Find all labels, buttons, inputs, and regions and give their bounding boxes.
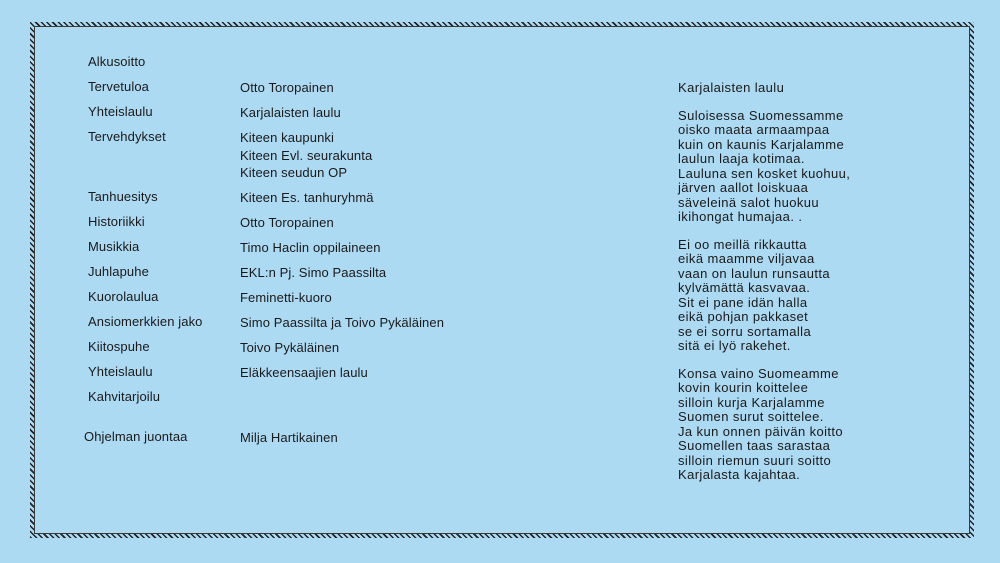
- program-item-performer: Otto Toropainen: [240, 215, 334, 230]
- program-item-label: Yhteislaulu: [88, 104, 153, 119]
- lyric-line: Lauluna sen kosket kuohuu,: [678, 165, 851, 181]
- program-item-label: Kahvitarjoilu: [88, 389, 161, 404]
- program-item-label: Ohjelman juontaa: [84, 429, 188, 444]
- stanza: [678, 238, 850, 354]
- program-item-performer: Otto Toropainen: [240, 80, 334, 95]
- lyric-line: laulun laaja kotimaa.: [678, 151, 805, 166]
- stanza: [678, 367, 850, 483]
- program-item-label: Tervetuloa: [88, 79, 149, 94]
- program-item-label: Historiikki: [88, 214, 145, 229]
- program-item-label: Ansiomerkkien jako: [88, 314, 203, 329]
- lyric-line: kovin kourin koittelee: [678, 380, 809, 395]
- lyric-line: eikä maamme viljavaa: [678, 251, 815, 266]
- program-item-performer: EKL:n Pj. Simo Paassilta: [240, 265, 387, 280]
- lyric-line: silloin riemun suuri soitto: [678, 452, 832, 468]
- lyric-line: säveleinä salot huokuu: [678, 194, 820, 210]
- program-item-label: Kiitospuhe: [88, 339, 150, 354]
- program-item-performer: Simo Paassilta ja Toivo Pykäläinen: [240, 315, 445, 330]
- lyric-line: kuin on kaunis Karjalamme: [678, 136, 845, 152]
- lyric-line: järven aallot loiskuaa: [678, 180, 809, 195]
- lyric-line: vaan on laulun runsautta: [678, 265, 830, 281]
- program-item-label: Alkusoitto: [88, 54, 146, 69]
- lyric-line: ikihongat humajaa. .: [678, 209, 803, 224]
- program-item-label: Musikkia: [88, 239, 140, 254]
- stanza: [678, 109, 850, 225]
- program-item-performer: Milja Hartikainen: [240, 430, 338, 445]
- lyric-line: kylvämättä kasvavaa.: [678, 280, 811, 295]
- lyric-line: Suloisessa Suomessamme: [678, 107, 844, 123]
- program-item-performer: Toivo Pykäläinen: [240, 340, 340, 355]
- program-item-performer: Feminetti-kuoro: [240, 290, 332, 305]
- program-item-label: Kuorolaulua: [88, 289, 159, 304]
- stanza-list: [678, 109, 850, 483]
- lyric-line: Ei oo meillä rikkautta: [678, 236, 807, 252]
- lyric-line: sitä ei lyö rakehet.: [678, 338, 791, 353]
- program-item-performer: Timo Haclin oppilaineen: [240, 240, 381, 255]
- lyric-line: Karjalasta kajahtaa.: [678, 467, 801, 482]
- lyric-line: silloin kurja Karjalamme: [678, 394, 825, 410]
- program-item-performer: Kiteen seudun OP: [240, 165, 348, 180]
- lyric-line: oisko maata armaampaa: [678, 122, 830, 137]
- program-item-performer: Kiteen Evl. seurakunta: [240, 147, 373, 163]
- program-item-performer: Kiteen kaupunki: [240, 130, 335, 145]
- program-item-performer: Karjalaisten laulu: [240, 105, 341, 120]
- lyric-line: se ei sorru sortamalla: [678, 323, 812, 339]
- lyric-line: Suomellen taas sarastaa: [678, 438, 831, 453]
- program-item-performer: Eläkkeensaajien laulu: [240, 365, 368, 380]
- song-lyrics: [678, 81, 850, 496]
- program-item-label: Tervehdykset: [88, 129, 166, 144]
- lyric-line: Konsa vaino Suomeamme: [678, 365, 839, 381]
- program-item-label: Yhteislaulu: [88, 364, 153, 379]
- lyric-line: eikä pohjan pakkaset: [678, 309, 809, 324]
- program-item-performer: Kiteen Es. tanhuryhmä: [240, 190, 374, 205]
- lyric-line: Ja kun onnen päivän koitto: [678, 423, 844, 439]
- lyric-line: Suomen surut soittelee.: [678, 409, 824, 424]
- song-title: Karjalaisten laulu: [678, 80, 785, 95]
- program-item-label: Tanhuesitys: [88, 189, 158, 204]
- lyric-line: Sit ei pane idän halla: [678, 294, 808, 310]
- program-item-label: Juhlapuhe: [88, 264, 149, 279]
